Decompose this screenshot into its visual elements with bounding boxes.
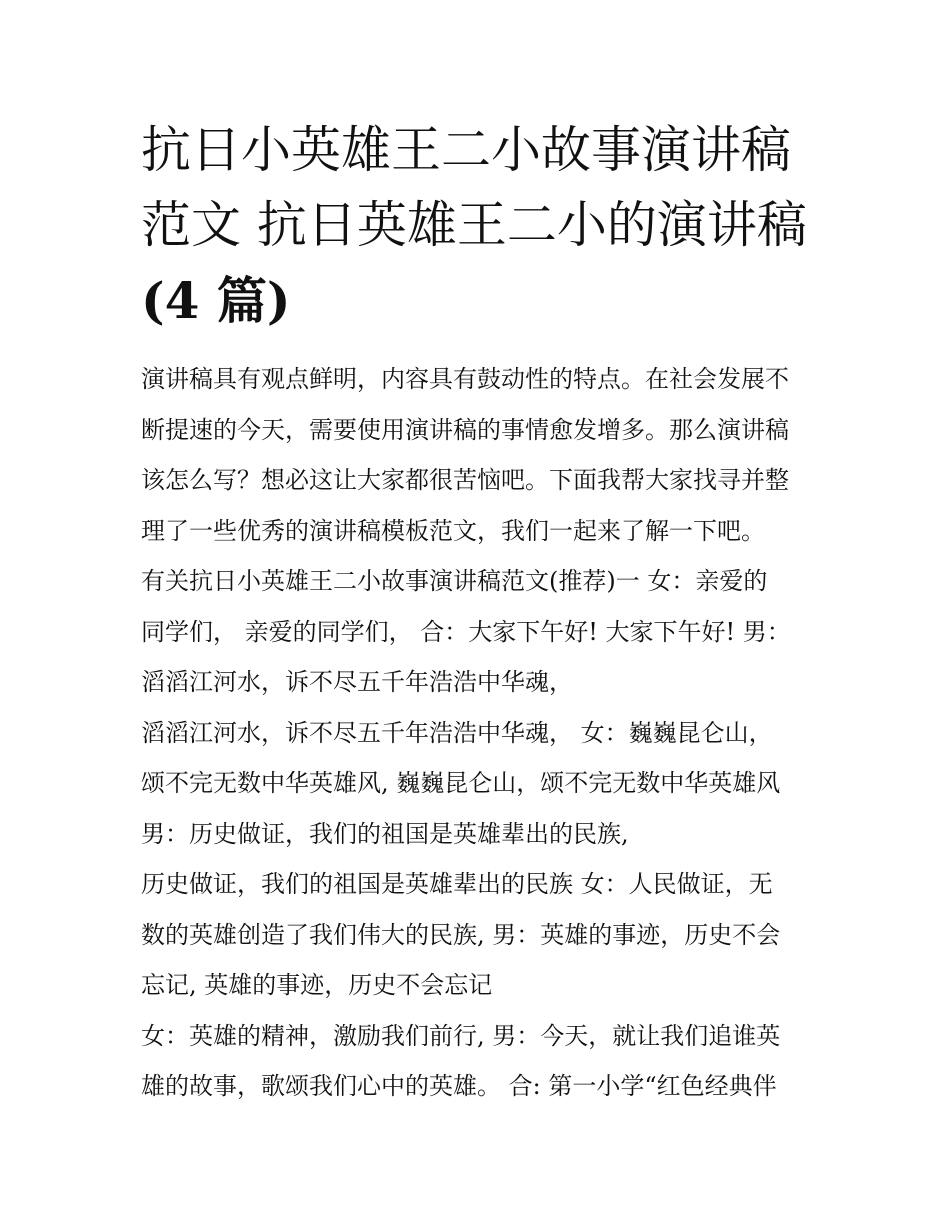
body-line: 男：历史做证，我们的祖国是英雄辈出的民族, [141,819,629,848]
body-line: 断提速的今天，需要使用演讲稿的事情愈发增多。那么演讲稿 [141,415,789,444]
title-line-3: (4 篇) [141,271,291,330]
body-line: 滔滔江河水，诉不尽五千年浩浩中华魂， [141,668,573,696]
body-line: 雄的故事，歌颂我们心中的英雄。 合: 第一小学“红色经典伴 [141,1072,777,1100]
title-line-2: 范文 抗日英雄王二小的演讲稿 [141,196,807,254]
body-line: 同学们， 亲爱的同学们， 合：大家下午好! 大家下午好! 男： [141,617,791,646]
body-line: 忘记, 英雄的事迹，历史不会忘记 [141,971,493,999]
body-line: 滔滔江河水，诉不尽五千年浩浩中华魂， 女：巍巍昆仑山， [141,718,773,747]
document-body [141,354,841,1112]
body-line: 该怎么写？想必这让大家都很苦恼吧。下面我帮大家找寻并整 [141,466,789,494]
body-line: 历史做证，我们的祖国是英雄辈出的民族 女：人民做证，无 [141,870,773,898]
title-line-1: 抗日小英雄王二小故事演讲稿 [141,121,791,179]
body-line: 颂不完无数中华英雄风, 巍巍昆仑山，颂不完无数中华英雄风 [141,769,781,797]
document-title [141,113,831,338]
body-line: 演讲稿具有观点鲜明，内容具有鼓动性的特点。在社会发展不 [141,365,789,393]
body-line: 有关抗日小英雄王二小故事演讲稿范文(推荐)一 女：亲爱的 [141,567,768,595]
body-line: 女：英雄的精神，激励我们前行, 男：今天，就让我们追谁英 [141,1021,781,1050]
body-line: 理了一些优秀的演讲稿模板范文，我们一起来了解一下吧。 [141,516,765,545]
body-line: 数的英雄创造了我们伟大的民族, 男：英雄的事迹，历史不会 [141,920,781,949]
